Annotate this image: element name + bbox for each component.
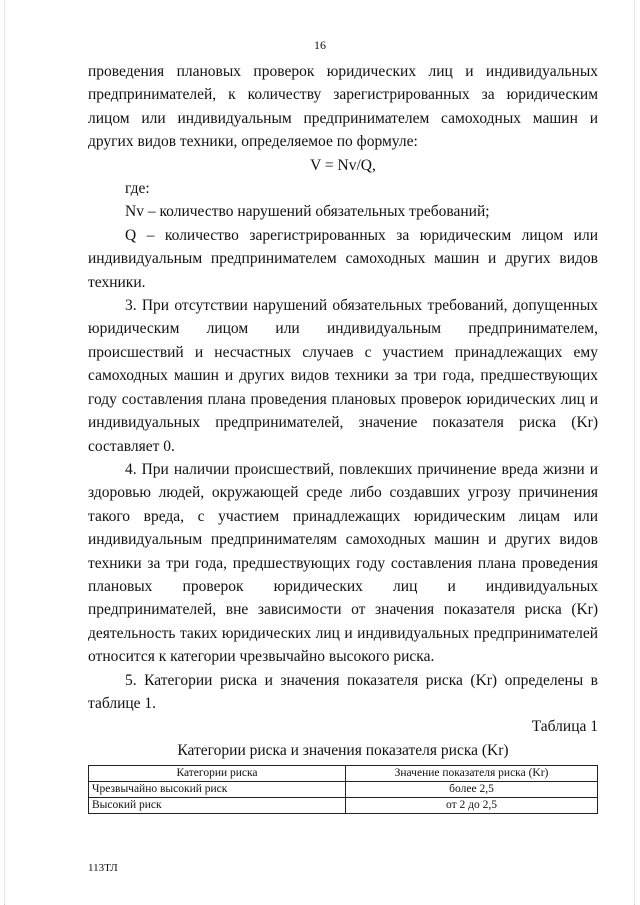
paragraph-where: где: [125, 180, 150, 198]
table-cell-category: Чрезвычайно высокий риск [89, 782, 346, 798]
page-edge-right [634, 0, 635, 905]
table-header-cell: Значение показателя риска (Kr) [346, 766, 598, 782]
table-caption: Категории риска и значения показателя риска (Kr) [177, 741, 509, 759]
page-number: 16 [314, 38, 326, 52]
paragraph-item-4: 4. При наличии происшествий, повлекших причинение вреда жизни и здоровью людей, окружающей среде либо создавших угрозу причинения такого вреда, с участием принадлежащих юридическим лицам или индивидуальным предпринимателям самоходных машин и других видов техники за три года, предшествующих году составления плана проведения плановых проверок юридических лиц и индивидуальных предпринимателей, вне зависимости от значения показателя риска (Kr) деятельность таких юридических лиц и индивидуальных предпринимателей относится к категории чрезвычайно высокого риска. [88, 460, 598, 666]
table-header-row [89, 766, 598, 782]
table-row [89, 798, 598, 814]
table-cell-value: более 2,5 [346, 782, 598, 798]
table-cell-category: Высокий риск [89, 798, 346, 814]
paragraph-item-3: 3. При отсутствии нарушений обязательных требований, допущенных юридическим лицом или индивидуальным предпринимателем, происшествий и несчастных случаев с участием принадлежащих ему самоходных машин и других видов техники за три года, предшествующих году составления плана проведения плановых проверок юридических лиц и индивидуальных предпринимателей, значение показателя риска (Kr) составляет 0. [88, 297, 598, 455]
table-header-cell: Категории риска [89, 766, 346, 782]
table-label: Таблица 1 [531, 718, 598, 736]
document-body [88, 60, 598, 814]
paragraph-continuation: проведения плановых проверок юридических лиц и индивидуальных предпринимателей, к количеству зарегистрированных за юридическим лицом или индивидуальным предпринимателем самоходных машин и других видов техники, определяемое по формуле: [88, 63, 598, 151]
formula: V = Nv/Q, [310, 156, 376, 174]
paragraph-q-definition: Q – количество зарегистрированных за юридическим лицом или индивидуальным предпринимателем самоходных машин и других видов техники. [88, 226, 598, 291]
table-cell-value: от 2 до 2,5 [346, 798, 598, 814]
footer-code: 113ТЛ [88, 862, 118, 874]
paragraph-nv-definition: Nv – количество нарушений обязательных требований; [125, 203, 490, 221]
risk-table [88, 765, 598, 814]
page-edge-left [4, 0, 5, 905]
table-row [89, 782, 598, 798]
paragraph-item-5: 5. Категории риска и значения показателя риска (Kr) определены в таблице 1. [88, 671, 598, 712]
